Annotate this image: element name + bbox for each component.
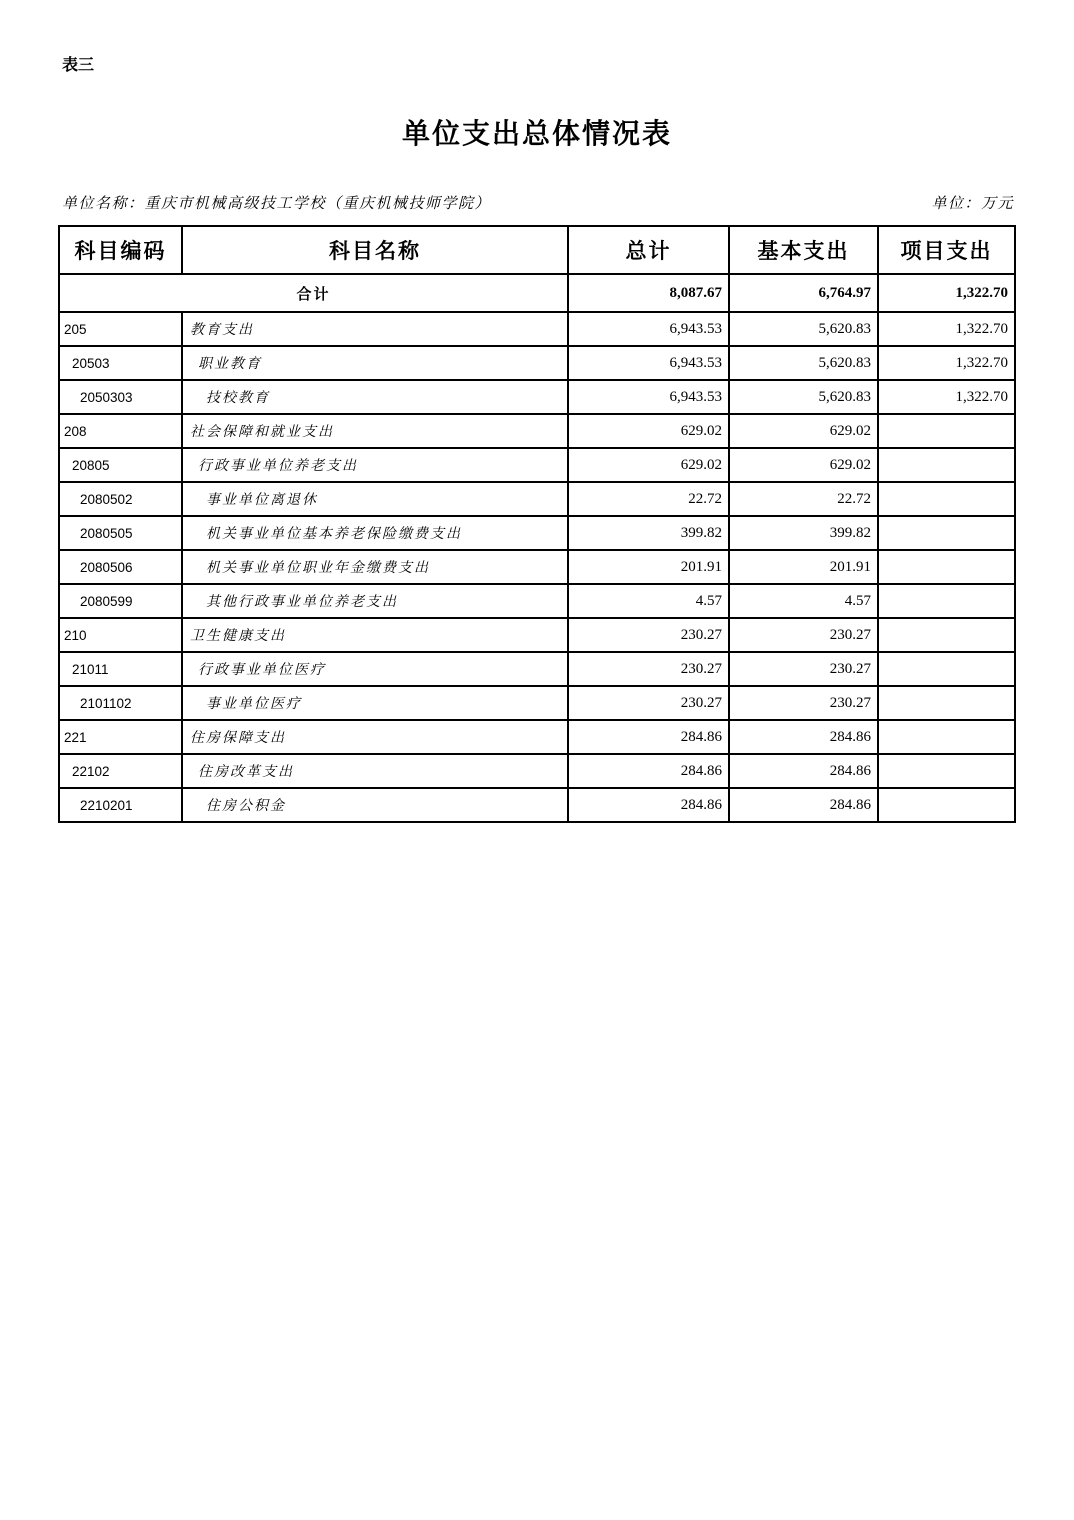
cell-total: 4.57 [568,584,729,618]
cell-subject-name: 事业单位离退休 [182,482,568,516]
cell-basic: 4.57 [729,584,878,618]
cell-project [878,414,1015,448]
table-row [59,414,1015,448]
cell-total: 201.91 [568,550,729,584]
cell-basic: 22.72 [729,482,878,516]
table-row [59,312,1015,346]
cell-subject-code: 2080599 [59,584,182,618]
unit-of-measure-label: 单位：万元 [931,196,1014,212]
cell-subject-name: 职业教育 [182,346,568,380]
cell-total: 6,943.53 [568,346,729,380]
grand-total-row [59,274,1015,312]
cell-basic: 629.02 [729,414,878,448]
cell-subject-code: 21011 [59,652,182,686]
cell-subject-code: 20503 [59,346,182,380]
cell-total: 230.27 [568,652,729,686]
cell-subject-code: 205 [59,312,182,346]
cell-total: 6,943.53 [568,380,729,414]
cell-total: 629.02 [568,414,729,448]
cell-subject-name: 行政事业单位养老支出 [182,448,568,482]
cell-project [878,448,1015,482]
cell-basic: 5,620.83 [729,312,878,346]
table-row [59,380,1015,414]
cell-basic: 230.27 [729,618,878,652]
cell-total: 629.02 [568,448,729,482]
table-row [59,754,1015,788]
table-row [59,652,1015,686]
cell-project [878,584,1015,618]
cell-subject-name: 行政事业单位医疗 [182,652,568,686]
cell-subject-code: 2210201 [59,788,182,822]
cell-subject-name: 社会保障和就业支出 [182,414,568,448]
table-row [59,720,1015,754]
cell-total-project: 1,322.70 [878,274,1015,312]
cell-total: 230.27 [568,618,729,652]
expenditure-table [58,225,1016,823]
cell-subject-code: 20805 [59,448,182,482]
cell-project: 1,322.70 [878,346,1015,380]
cell-basic: 284.86 [729,754,878,788]
cell-basic: 284.86 [729,720,878,754]
cell-subject-name: 机关事业单位职业年金缴费支出 [182,550,568,584]
cell-project: 1,322.70 [878,312,1015,346]
cell-total: 399.82 [568,516,729,550]
cell-project: 1,322.70 [878,380,1015,414]
cell-total: 284.86 [568,754,729,788]
col-header-project-expenditure: 项目支出 [878,226,1015,274]
cell-subject-name: 机关事业单位基本养老保险缴费支出 [182,516,568,550]
cell-subject-code: 2080505 [59,516,182,550]
table-header-row [59,226,1015,274]
cell-basic: 230.27 [729,652,878,686]
cell-basic: 629.02 [729,448,878,482]
cell-subject-name: 住房改革支出 [182,754,568,788]
table-row [59,448,1015,482]
cell-subject-code: 2080502 [59,482,182,516]
cell-basic: 284.86 [729,788,878,822]
table-number-label: 表三 [62,57,95,74]
cell-subject-code: 221 [59,720,182,754]
page-title: 单位支出总体情况表 [401,119,672,150]
cell-subject-name: 住房公积金 [182,788,568,822]
cell-subject-code: 22102 [59,754,182,788]
cell-total-label: 合计 [59,274,568,312]
unit-name-label: 单位名称：重庆市机械高级技工学校（重庆机械技师学院） [62,196,492,212]
cell-project [878,482,1015,516]
cell-total-basic: 6,764.97 [729,274,878,312]
col-header-subject-name: 科目名称 [182,226,568,274]
cell-basic: 5,620.83 [729,380,878,414]
table-row [59,584,1015,618]
cell-project [878,754,1015,788]
cell-project [878,618,1015,652]
cell-basic: 5,620.83 [729,346,878,380]
cell-subject-name: 技校教育 [182,380,568,414]
table-row [59,618,1015,652]
cell-subject-name: 其他行政事业单位养老支出 [182,584,568,618]
cell-project [878,516,1015,550]
cell-project [878,652,1015,686]
col-header-subject-code: 科目编码 [59,226,182,274]
cell-project [878,686,1015,720]
cell-basic: 230.27 [729,686,878,720]
table-row [59,346,1015,380]
table-row [59,516,1015,550]
cell-project [878,788,1015,822]
cell-total: 22.72 [568,482,729,516]
cell-total: 284.86 [568,720,729,754]
cell-subject-name: 住房保障支出 [182,720,568,754]
cell-total: 230.27 [568,686,729,720]
table-row [59,686,1015,720]
cell-subject-name: 事业单位医疗 [182,686,568,720]
cell-total-sum: 8,087.67 [568,274,729,312]
cell-basic: 201.91 [729,550,878,584]
cell-project [878,720,1015,754]
meta-row [62,192,1014,213]
cell-total: 284.86 [568,788,729,822]
cell-subject-code: 208 [59,414,182,448]
cell-subject-code: 210 [59,618,182,652]
cell-basic: 399.82 [729,516,878,550]
cell-subject-code: 2101102 [59,686,182,720]
cell-subject-name: 教育支出 [182,312,568,346]
cell-total: 6,943.53 [568,312,729,346]
table-row [59,482,1015,516]
col-header-basic-expenditure: 基本支出 [729,226,878,274]
cell-subject-code: 2050303 [59,380,182,414]
table-row [59,788,1015,822]
cell-subject-name: 卫生健康支出 [182,618,568,652]
cell-subject-code: 2080506 [59,550,182,584]
col-header-total: 总计 [568,226,729,274]
cell-project [878,550,1015,584]
table-row [59,550,1015,584]
